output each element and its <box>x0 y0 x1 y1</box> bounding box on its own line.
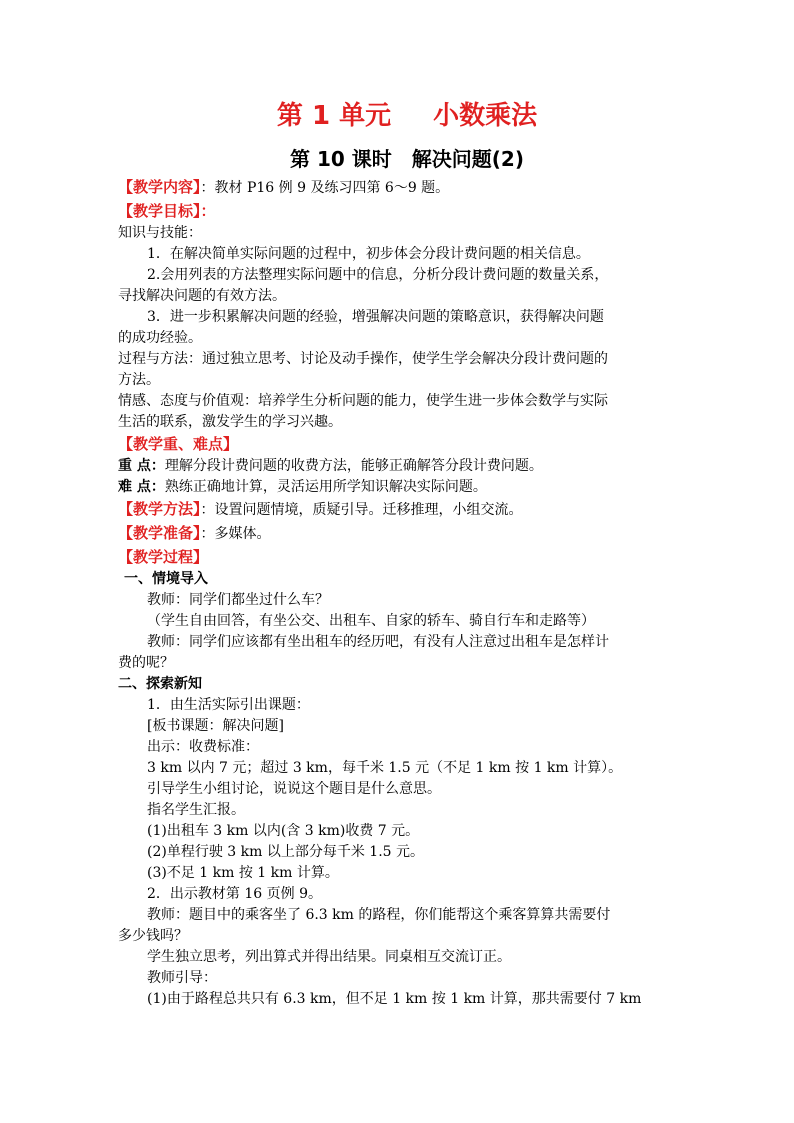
document-page <box>118 96 678 1010</box>
section-1-title: 一、情境导入 <box>124 571 208 587</box>
section-2-line-6: 指名学生汇报。 <box>147 802 245 818</box>
lesson-topic: 解决问题(2) <box>411 147 524 171</box>
teaching-goals-colon: ： <box>200 202 216 220</box>
emotion-goal: 情感、态度与价值观：培养学生分析问题的能力，使学生进一步体会数学与实际 <box>118 393 608 409</box>
teaching-method-text: ：设置问题情境，质疑引导。迁移推理，小组交流。 <box>200 502 523 518</box>
key-points-label: 【教学重、难点】 <box>118 435 239 453</box>
section-2-line-5: 引导学生小组讨论，说说这个题目是什么意思。 <box>147 781 441 797</box>
difficult-point <box>118 477 678 498</box>
teaching-content-label: 【教学内容】 <box>118 178 201 196</box>
key-point <box>118 456 678 477</box>
fee-standard: 3 km 以内 7 元；超过 3 km，每千米 1.5 元（不足 1 km 按 1 km 计算）。 <box>147 760 623 776</box>
section-2-line-14: (1)由于路程总共只有 6.3 km，但不足 1 km 按 1 km 计算，那共需要付 7 km <box>147 991 642 1007</box>
section-1-line-1: 教师：同学们都坐过什么车？ <box>147 592 329 608</box>
difficult-point-text: 熟练正确地计算，灵活运用所学知识解决实际问题。 <box>164 479 487 495</box>
process-method-goal: 过程与方法：通过独立思考、讨论及动手操作，使学生学会解决分段计费问题的 <box>118 351 608 367</box>
lesson-title <box>136 144 678 174</box>
section-2-title: 二、探索新知 <box>118 676 202 692</box>
section-1-line-3: 教师：同学们应该都有坐出租车的经历吧，有没有人注意过出租车是怎样计 <box>147 634 609 650</box>
goal-item-2-cont: 寻找解决问题的有效方法。 <box>118 288 286 304</box>
section-2-line-12: 学生独立思考，列出算式并得出结果。同桌相互交流订正。 <box>147 949 511 965</box>
rule-1: (1)出租车 3 km 以内(含 3 km)收费 7 元。 <box>147 823 420 839</box>
teaching-process-label: 【教学过程】 <box>118 548 209 566</box>
teaching-method-label: 【教学方法】 <box>118 500 201 518</box>
teaching-goals-label: 【教学目标】 <box>118 202 201 220</box>
teaching-goals-heading <box>118 200 678 223</box>
unit-number: 第 1 单元 <box>276 101 392 131</box>
unit-title <box>136 96 678 136</box>
process-method-goal-cont: 方法。 <box>118 372 160 388</box>
teaching-process-heading <box>118 546 678 569</box>
rule-3: (3)不足 1 km 按 1 km 计算。 <box>147 865 339 881</box>
teaching-prep-text: ：多媒体。 <box>200 526 271 542</box>
teaching-prep-section <box>118 522 678 546</box>
emotion-goal-cont: 生活的联系，激发学生的学习兴趣。 <box>118 414 342 430</box>
teaching-method-section <box>118 498 678 522</box>
key-point-label: 重 点： <box>118 458 165 474</box>
goal-item-3: 3．进一步积累解决问题的经验，增强解决问题的策略意识，获得解决问题 <box>147 309 604 325</box>
section-1-line-2: （学生自由回答，有坐公交、出租车、自家的轿车、骑自行车和走路等） <box>147 613 595 629</box>
key-points-heading <box>118 433 678 456</box>
teaching-content-text: ：教材 P16 例 9 及练习四第 6～9 题。 <box>200 180 450 196</box>
goal-item-3-cont: 的成功经验。 <box>118 330 202 346</box>
section-2-line-13: 教师引导： <box>147 970 217 986</box>
goal-item-1: 1．在解决简单实际问题的过程中，初步体会分段计费问题的相关信息。 <box>147 246 590 262</box>
section-2-line-1: 1．由生活实际引出课题： <box>147 697 310 713</box>
teaching-content-section <box>118 176 678 200</box>
teaching-prep-label: 【教学准备】 <box>118 524 201 542</box>
lesson-number: 第 10 课时 <box>290 147 392 171</box>
key-point-text: 理解分段计费问题的收费方法，能够正确解答分段计费问题。 <box>164 458 543 474</box>
section-2-line-3: 出示：收费标准： <box>147 739 259 755</box>
section-2-line-11: 教师：题目中的乘客坐了 6.3 km 的路程，你们能帮这个乘客算算共需要付 <box>147 907 611 923</box>
goal-item-2: 2.会用列表的方法整理实际问题中的信息，分析分段计费问题的数量关系， <box>147 267 609 283</box>
section-2-line-2: [板书课题：解决问题] <box>147 718 284 734</box>
rule-2: (2)单程行驶 3 km 以上部分每千米 1.5 元。 <box>147 844 425 860</box>
section-2-line-10: 2．出示教材第 16 页例 9。 <box>147 886 322 902</box>
unit-topic: 小数乘法 <box>433 101 538 131</box>
section-1-line-3-cont: 费的呢？ <box>118 655 174 671</box>
section-2-line-11-cont: 多少钱吗？ <box>118 928 188 944</box>
difficult-point-label: 难 点： <box>118 479 165 495</box>
knowledge-title: 知识与技能： <box>118 225 202 241</box>
